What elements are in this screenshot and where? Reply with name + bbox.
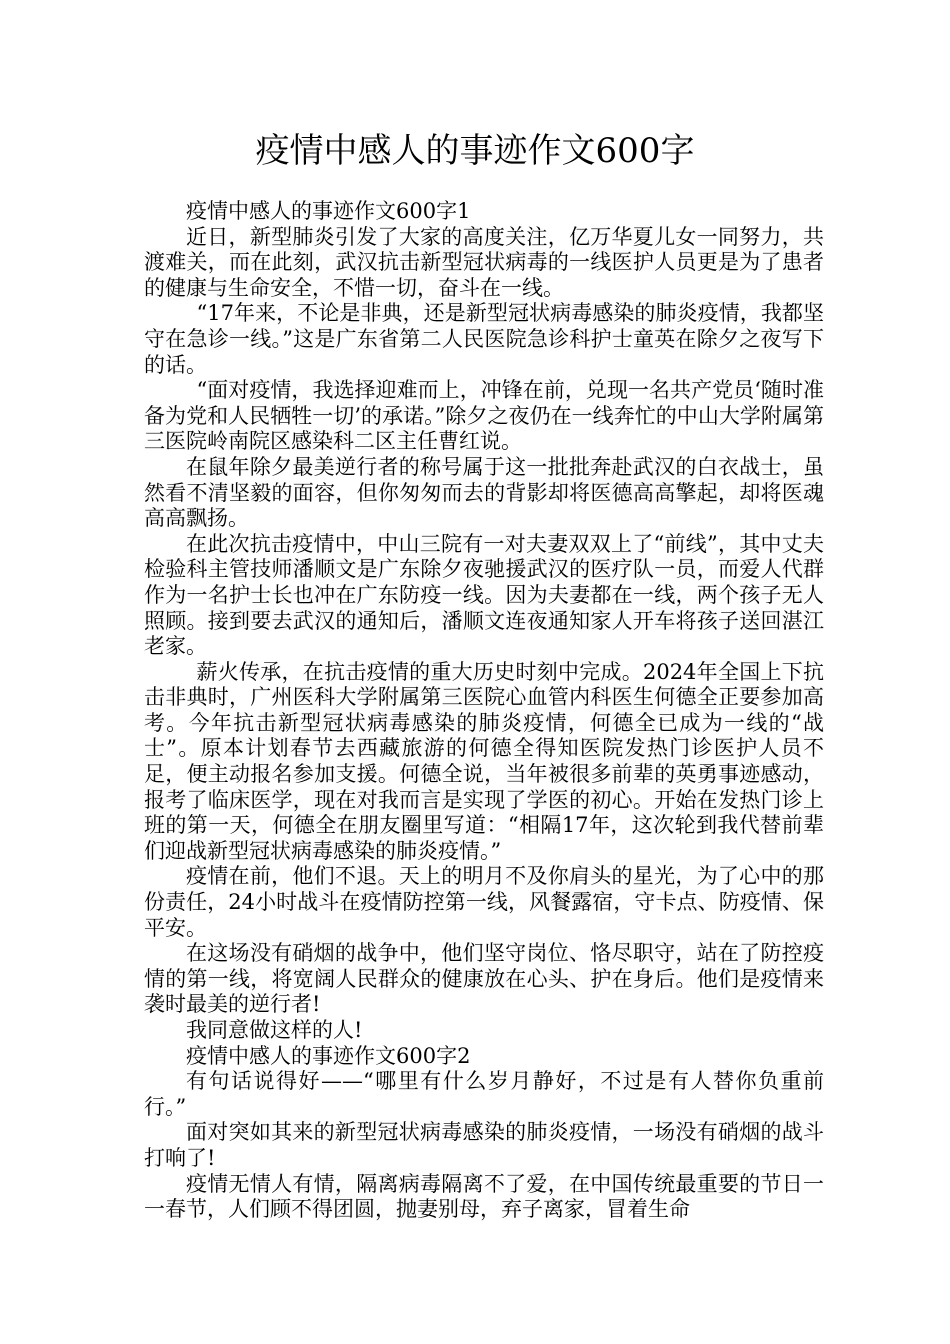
paragraph: 面对突如其来的新型冠状病毒感染的肺炎疫情，一场没有硝烟的战斗打响了! [144,1120,824,1170]
paragraph: 近日，新型肺炎引发了大家的高度关注，亿万华夏儿女一同努力，共渡难关，而在此刻，武汉抗击新型冠状病毒的一线医护人员更是为了患者的健康与生命安全，不惜一切，奋斗在一线。 [144,224,824,300]
document-title: 疫情中感人的事迹作文600字 [255,131,695,171]
section-heading-2: 疫情中感人的事迹作文600字2 [186,1043,471,1068]
paragraph: 疫情无情人有情，隔离病毒隔离不了爱，在中国传统最重要的节日一一春节，人们顾不得团圆，抛妻别母，弃子离家，冒着生命 [144,1171,824,1222]
document-body [144,199,824,1223]
paragraph: “17年来，不论是非典，还是新型冠状病毒感染的肺炎疫情，我都坚守在急诊一线。”这是广东省第二人民医院急诊科护士童英在除夕之夜写下的话。 [144,301,824,377]
section-heading-1: 疫情中感人的事迹作文600字1 [186,199,471,223]
paragraph: 在鼠年除夕最美逆行者的称号属于这一批批奔赴武汉的白衣战士，虽然看不清坚毅的面容，但你匆匆而去的背影却将医德高高擎起，却将医魂高高飘扬。 [144,454,824,531]
paragraph: “面对疫情，我选择迎难而上，冲锋在前，兑现一名共产党员‘随时准备为党和人民牺牲一切’的承诺。”除夕之夜仍在一线奔忙的中山大学附属第三医院岭南院区感染科二区主任曹红说。 [144,378,824,454]
paragraph: 在这场没有硝烟的战争中，他们坚守岗位、恪尽职守，站在了防控疫情的第一线，将宽阔人民群众的健康放在心头、护在身后。他们是疫情来袭时最美的逆行者! [144,941,824,1017]
paragraph: 薪火传承，在抗击疫情的重大历史时刻中完成。2024年全国上下抗击非典时，广州医科大学附属第三医院心血管内科医生何德全正要参加高考。今年抗击新型冠状病毒感染的肺炎疫情，何德全已成为一线的“战士”。原本计划春节去西藏旅游的何德全得知医院发热门诊医护人员不足，便主动报名参加支援。何德全说，当年被很多前辈的英勇事迹感动，报考了临床医学，现在对我而言是实现了学医的初心。开始在发热门诊上班的第一天，何德全在朋友圈里写道：“相隔17年，这次轮到我代替前辈们迎战新型冠状病毒感染的肺炎疫情。” [144,659,824,863]
paragraph: 我同意做这样的人! [186,1018,363,1042]
paragraph: 疫情在前，他们不退。天上的明月不及你肩头的星光，为了心中的那份责任，24小时战斗在疫情防控第一线，风餐露宿，守卡点、防疫情、保平安。 [144,864,824,940]
paragraph: 在此次抗击疫情中，中山三院有一对夫妻双双上了“前线”，其中丈夫检验科主管技师潘顺文是广东除夕夜驰援武汉的医疗队一员，而爱人代群作为一名护士长也冲在广东防疫一线。因为夫妻都在一线，两个孩子无人照顾。接到要去武汉的通知后，潘顺文连夜通知家人开车将孩子送回湛江老家。 [144,531,824,659]
paragraph: 有句话说得好——“哪里有什么岁月静好，不过是有人替你负重前行。” [144,1069,824,1119]
